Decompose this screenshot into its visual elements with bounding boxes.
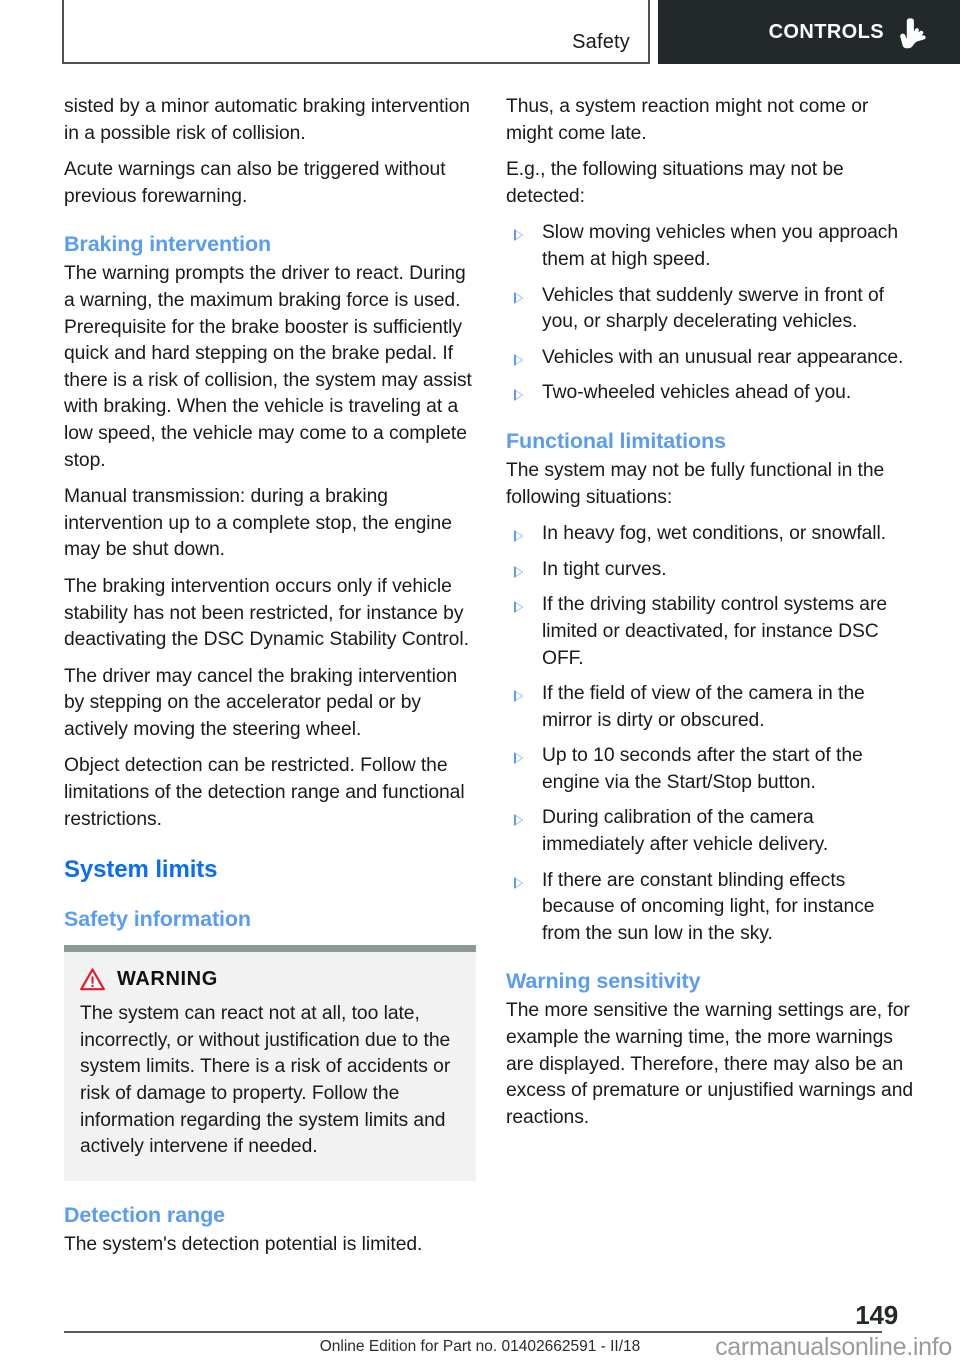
- list-item-label: Up to 10 seconds after the start of the engine via the Start/Stop button.: [542, 745, 863, 793]
- paragraph: Thus, a system reaction might not come or might come late.: [506, 96, 869, 144]
- list-item-label: If there are constant blinding effects because of oncoming light, for instance from the sun low in the sky.: [542, 869, 875, 944]
- warning-box: [64, 945, 476, 1181]
- heading-warning-sensitivity: Warning sensitivity: [506, 969, 701, 994]
- triangle-bullet-icon: [514, 690, 523, 702]
- triangle-bullet-icon: [514, 752, 523, 764]
- page-footer: [0, 1288, 960, 1362]
- left-column: [64, 94, 476, 1268]
- triangle-bullet-icon: [514, 354, 523, 366]
- paragraph: The warning prompts the driver to react. During a warning, the maximum braking force is used. Prerequisite for the brake booster is sufficiently quick and hard stepping on the brake pedal. If there is a risk of collision, the system may assist with braking. When the vehicle is traveling at a low speed, the vehicle may come to a complete stop.: [64, 263, 472, 471]
- warning-box-title: WARNING: [117, 968, 218, 991]
- triangle-bullet-icon: [514, 389, 523, 401]
- bullet-list-undetected-situations: [506, 220, 918, 407]
- paragraph: The more sensitive the warning settings are, for example the warning time, the more warnings are displayed. Therefore, there may also be an excess of premature or unjustified warnings and reactions.: [506, 1000, 914, 1128]
- list-item-label: Vehicles with an unusual rear appearance.: [542, 346, 904, 368]
- bullet-list-functional-limitations: [506, 521, 918, 947]
- triangle-bullet-icon: [514, 530, 523, 542]
- page-number: 149: [855, 1300, 898, 1330]
- list-item: [506, 521, 918, 548]
- list-item-label: Vehicles that suddenly swerve in front of you, or sharply decelerating vehicles.: [542, 284, 884, 333]
- paragraph: Object detection can be restricted. Follow the limitations of the detection range and functional restrictions.: [64, 755, 465, 830]
- pointing-hand-icon: [898, 17, 928, 51]
- heading-braking-intervention: Braking intervention: [64, 232, 272, 257]
- list-item: [506, 220, 918, 273]
- triangle-bullet-icon: [514, 229, 523, 241]
- paragraph: The system may not be fully functional in the following situations:: [506, 459, 885, 508]
- heading-functional-limitations: Functional limitations: [506, 428, 726, 453]
- warning-box-body: The system can react not at all, too late, incorrectly, or without justification due to the system limits. There is a risk of accidents or risk of damage to property. Follow the information regarding the system limits and actively intervene if needed.: [80, 1003, 451, 1158]
- list-item: [506, 868, 918, 948]
- list-item-label: If the driving stability control systems are limited or deactivated, for instance DSC OFF.: [542, 594, 887, 669]
- header-tab-safety[interactable]: [62, 0, 650, 64]
- warning-triangle-icon: [80, 968, 105, 991]
- list-item: [506, 681, 918, 734]
- paragraph: sisted by a minor automatic braking intervention in a possible risk of collision.: [64, 96, 470, 144]
- right-column: [506, 94, 918, 1268]
- paragraph: E.g., the following situations may not be detected:: [506, 159, 844, 207]
- triangle-bullet-icon: [514, 601, 523, 613]
- header-tab-controls-label: CONTROLS: [768, 20, 884, 43]
- paragraph: Acute warnings can also be triggered without previous forewarning.: [64, 159, 446, 207]
- list-item-label: In heavy fog, wet conditions, or snowfall.: [542, 523, 887, 545]
- two-column-layout: [0, 94, 960, 1268]
- list-item-label: Slow moving vehicles when you approach them at high speed.: [542, 222, 899, 270]
- list-item: [506, 557, 918, 584]
- footer-watermark: carmanualsonline.info: [715, 1333, 952, 1361]
- footer-edition-text: Online Edition for Part no. 01402662591 - II/18: [319, 1338, 641, 1355]
- triangle-bullet-icon: [514, 292, 523, 304]
- triangle-bullet-icon: [514, 814, 523, 826]
- warning-box-title-row: [80, 968, 460, 991]
- list-item: [506, 380, 918, 407]
- heading-system-limits: System limits: [64, 856, 218, 884]
- header-tab-safety-label: Safety: [572, 31, 630, 53]
- list-item-label: Two-wheeled vehicles ahead of you.: [542, 382, 852, 404]
- list-item: [506, 345, 918, 372]
- heading-safety-information: Safety information: [64, 907, 251, 932]
- paragraph: The braking intervention occurs only if vehicle stability has not been restricted, for instance by deactivating the DSC Dynamic Stability Control.: [64, 575, 469, 651]
- paragraph: Manual transmission: during a braking intervention up to a complete stop, the engine may be shut down.: [64, 486, 452, 561]
- triangle-bullet-icon: [514, 566, 523, 578]
- triangle-bullet-icon: [514, 877, 523, 889]
- list-item-label: If the field of view of the camera in the mirror is dirty or obscured.: [542, 683, 865, 731]
- paragraph: The driver may cancel the braking intervention by stepping on the accelerator pedal or by actively moving the steering wheel.: [64, 665, 458, 740]
- list-item: [506, 805, 918, 858]
- list-item: [506, 743, 918, 796]
- list-item: [506, 283, 918, 336]
- page-header: [0, 0, 960, 67]
- paragraph: The system's detection potential is limited.: [64, 1233, 423, 1255]
- header-tab-controls[interactable]: [658, 0, 960, 64]
- heading-detection-range: Detection range: [64, 1202, 225, 1227]
- list-item-label: During calibration of the camera immediately after vehicle delivery.: [542, 807, 829, 856]
- list-item: [506, 592, 918, 672]
- list-item-label: In tight curves.: [542, 558, 667, 580]
